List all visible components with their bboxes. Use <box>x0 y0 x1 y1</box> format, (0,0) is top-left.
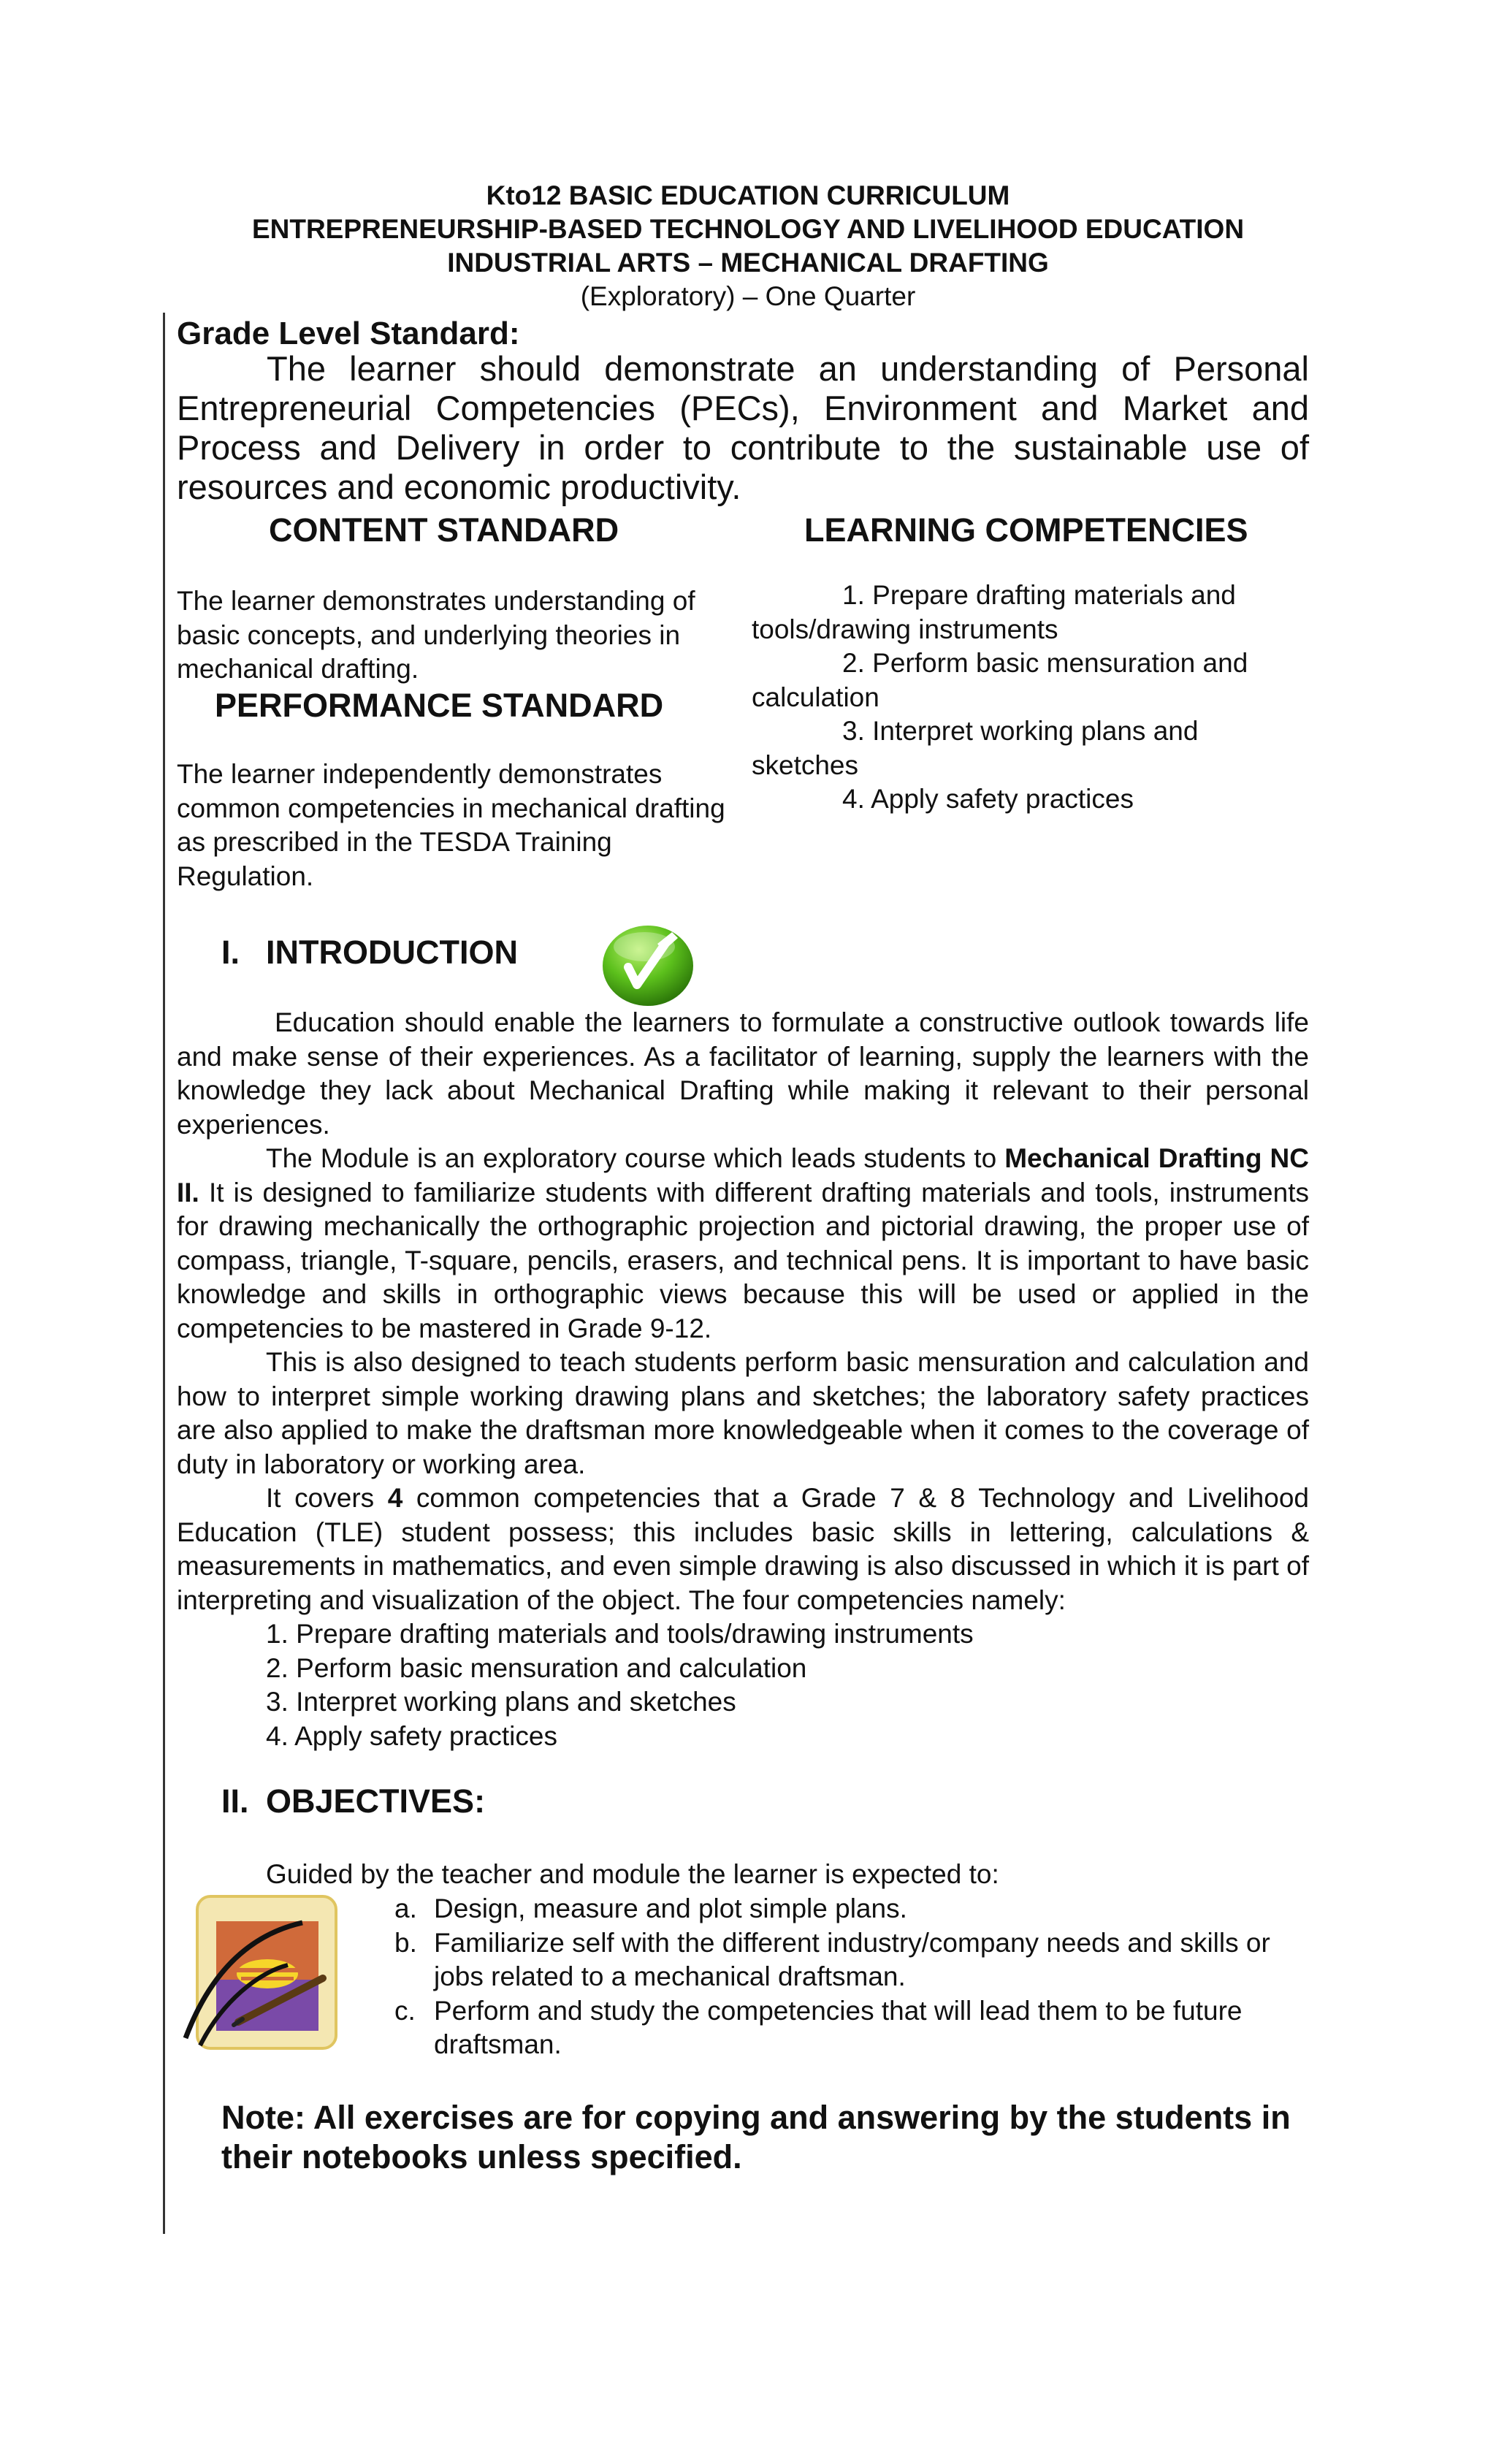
introduction-body <box>177 1006 1309 1753</box>
list-text: Design, measure and plot simple plans. <box>434 1893 907 1923</box>
margin-rule <box>163 313 165 2234</box>
content-standard-text: The learner demonstrates understanding of basic concepts, and underlying theories in mechanical drafting. <box>177 586 695 684</box>
learning-competencies-list <box>752 579 1307 817</box>
header-line-3: INDUSTRIAL ARTS – MECHANICAL DRAFTING <box>447 248 1049 278</box>
grade-level-text: The learner should demonstrate an understanding of Personal Entrepreneurial Competencies (PECs), Environment and Market and Process and Delivery in order to contribute to the sustainable use of resources and economic productivity. <box>177 349 1309 506</box>
four-competencies-list <box>177 1617 1309 1753</box>
intro-p2-rest: It is designed to familiarize students with different drafting materials and tools, instruments for drawing mechanically the orthographic projection and pictorial drawing, the proper use of compass, triangle, T-square, pencils, erasers, and technical pens. It is important to have basic knowledge and skills in orthographic views because this will be used or applied in the competencies to be mastered in Grade 9-12. <box>177 1177 1309 1343</box>
learning-competencies-title: LEARNING COMPETENCIES <box>804 511 1248 549</box>
performance-standard-text: The learner independently demonstrates common competencies in mechanical drafting as prescribed in the TESDA Training Regulation. <box>177 759 725 891</box>
list-item: 3. Interpret working plans and sketches <box>752 716 1199 780</box>
header-line-2: ENTREPRENEURSHIP-BASED TECHNOLOGY AND LIVELIHOOD EDUCATION <box>251 214 1245 244</box>
list-item: 3. Interpret working plans and sketches <box>266 1687 736 1717</box>
header-line-4: (Exploratory) – One Quarter <box>580 281 916 311</box>
introduction-title: INTRODUCTION <box>266 934 518 971</box>
objectives-list <box>394 1892 1315 2062</box>
objectives-lead: Guided by the teacher and module the learner is expected to: <box>266 1859 999 1889</box>
drawing-tablet-icon <box>178 1892 340 2054</box>
grade-level-title: Grade Level Standard: <box>177 316 520 351</box>
intro-paragraph-3: This is also designed to teach students perform basic mensuration and calculation and how to interpret simple working drawing plans and sketches; the laboratory safety practices are also applied to make the draftsman more knowledgeable when it comes to the coverage of duty in laboratory or working area. <box>177 1347 1309 1479</box>
intro-paragraph-2 <box>177 1142 1309 1346</box>
intro-p4-bold: 4 <box>387 1483 403 1513</box>
pencil-check-icon <box>600 922 695 1008</box>
list-item: 4. Apply safety practices <box>266 1720 557 1751</box>
performance-standard-title: PERFORMANCE STANDARD <box>215 687 664 724</box>
objectives-title: OBJECTIVES: <box>266 1782 486 1820</box>
list-item: 1. Prepare drafting materials and tools/drawing instruments <box>752 580 1236 644</box>
header-line-1: Kto12 BASIC EDUCATION CURRICULUM <box>486 180 1010 210</box>
list-item: 1. Prepare drafting materials and tools/drawing instruments <box>266 1619 974 1649</box>
list-letter: c. <box>394 1995 416 2026</box>
intro-p2-text: The Module is an exploratory course which leads students to <box>266 1143 1005 1173</box>
list-letter: a. <box>394 1893 417 1923</box>
content-standard-title: CONTENT STANDARD <box>269 511 619 549</box>
list-item: 2. Perform basic mensuration and calculation <box>266 1652 807 1683</box>
intro-p4-text: It covers <box>266 1483 388 1513</box>
intro-paragraph-1: Education should enable the learners to formulate a constructive outlook towards life and make sense of their experiences. As a facilitator of learning, supply the learners with the knowledge they lack about Mechanical Drafting while making it relevant to their personal experiences. <box>177 1007 1309 1140</box>
list-letter: b. <box>394 1927 417 1958</box>
list-text: Familiarize self with the different industry/company needs and skills or jobs related to a mechanical draftsman. <box>434 1927 1270 1991</box>
introduction-number: I. <box>221 934 240 971</box>
list-item: 4. Apply safety practices <box>842 784 1134 814</box>
note-text: Note: All exercises are for copying and answering by the students in their notebooks unless specified. <box>221 2099 1291 2175</box>
intro-paragraph-4 <box>177 1481 1309 1617</box>
list-item <box>394 1892 1315 1926</box>
objectives-number: II. <box>221 1782 249 1820</box>
list-item <box>394 1994 1315 2062</box>
intro-p4-rest: common competencies that a Grade 7 & 8 Technology and Livelihood Education (TLE) student possess; this includes basic skills in lettering, calculations & measurements in mathematics, and even simple drawing is also discussed in which it is part of interpreting and visualization of the object. The four competencies namely: <box>177 1483 1309 1615</box>
list-item: 2. Perform basic mensuration and calculation <box>752 648 1248 712</box>
list-item <box>394 1926 1315 1994</box>
list-text: Perform and study the competencies that will lead them to be future draftsman. <box>434 1995 1243 2059</box>
intro-p2-bold: Mechanical Drafting NC II. <box>177 1143 1309 1208</box>
